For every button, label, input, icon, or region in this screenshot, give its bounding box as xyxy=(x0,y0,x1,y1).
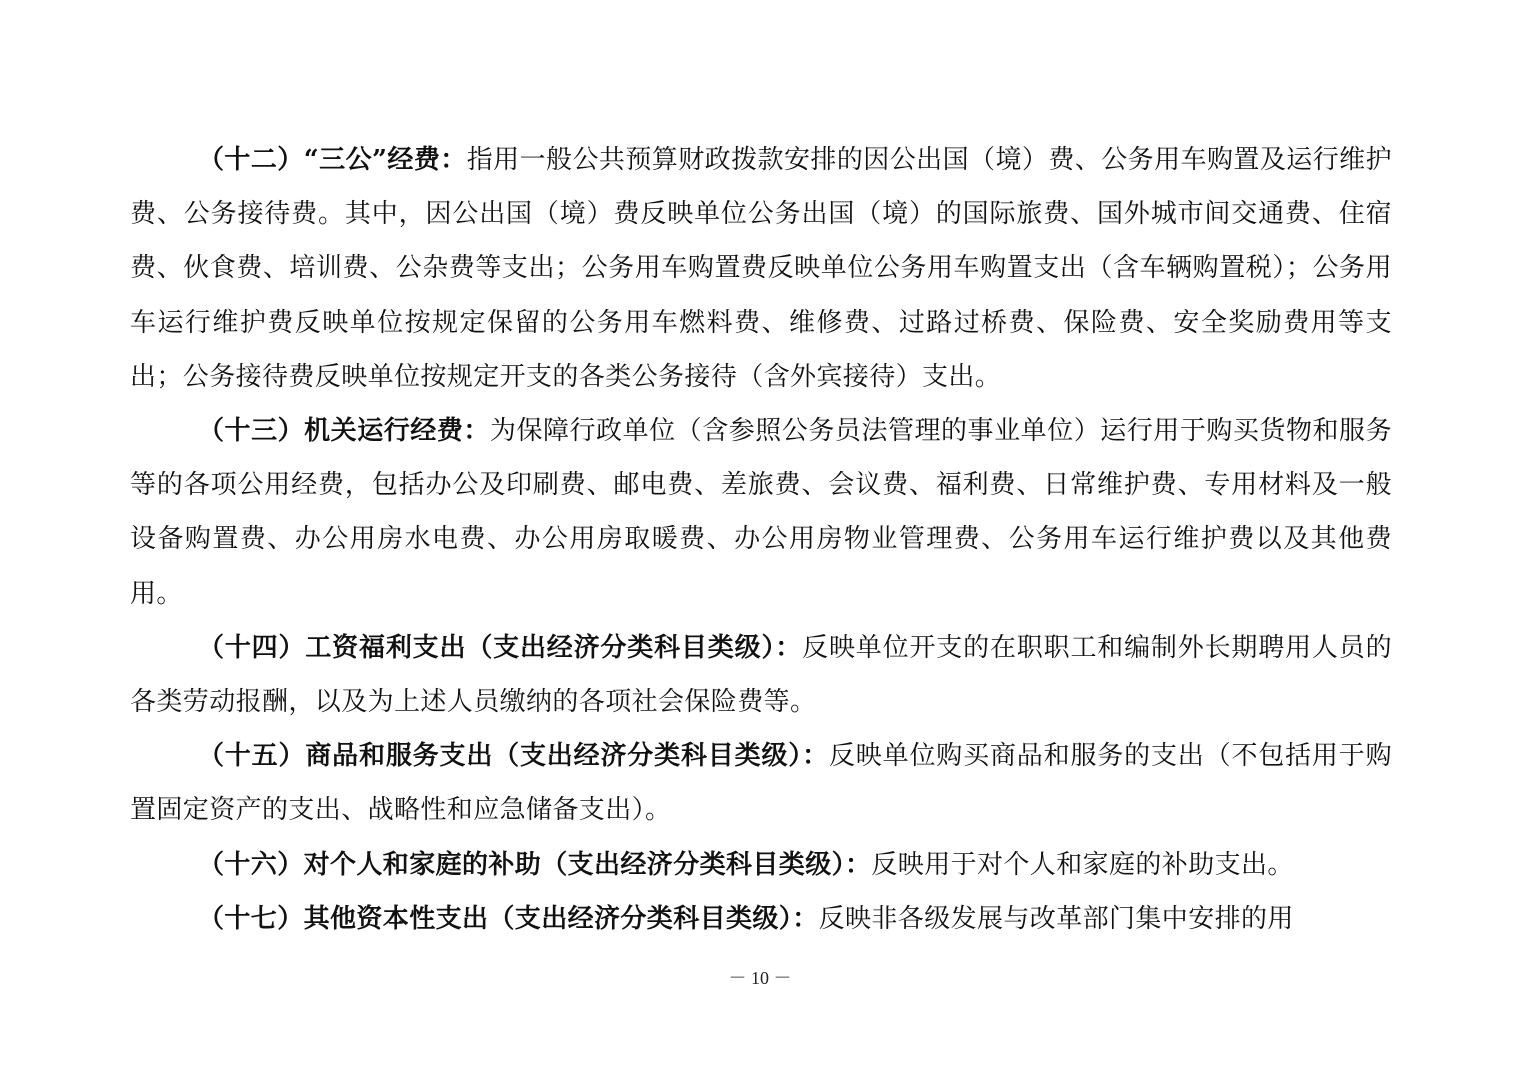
paragraph-household-subsidies xyxy=(130,838,1392,892)
term-definition: 反映单位开支的在职职工和编制外长期聘用人员的各类劳动报酬，以及为上述人员缴纳的各项社会保险费等。 xyxy=(130,632,1392,718)
term-definition: 反映非各级发展与改革部门集中安排的用 xyxy=(818,903,1294,934)
term-heading: （十三）机关运行经费： xyxy=(198,416,490,447)
term-definition: 反映单位购买商品和服务的支出（不包括用于购置固定资产的支出、战略性和应急储备支出）。 xyxy=(130,741,1392,826)
term-heading: （十七）其他资本性支出（支出经济分类科目类级）： xyxy=(198,903,819,934)
term-definition: 为保障行政单位（含参照公务员法管理的事业单位）运行用于购买货物和服务等的各项公用经费，包括办公及印刷费、邮电费、差旅费、会议费、福利费、日常维护费、专用材料及一般设备购置费、办公用房水电费、办公用房取暖费、办公用房物业管理费、公务用车运行维护费以及其他费用。 xyxy=(130,416,1392,609)
term-definition: 反映用于对个人和家庭的补助支出。 xyxy=(871,849,1294,880)
document-body xyxy=(130,133,1392,946)
term-heading: （十四）工资福利支出（支出经济分类科目类级）： xyxy=(198,632,803,663)
term-heading: （十五）商品和服务支出（支出经济分类科目类级）： xyxy=(198,741,829,772)
paragraph-agency-operating-expenses xyxy=(130,404,1392,621)
paragraph-goods-services-expenditure xyxy=(130,729,1392,837)
paragraph-three-public-expenses xyxy=(130,133,1392,404)
page-number: － 10 － xyxy=(728,968,792,988)
term-heading: （十六）对个人和家庭的补助（支出经济分类科目类级）： xyxy=(198,849,872,880)
paragraph-salary-welfare-expenditure xyxy=(130,621,1392,729)
term-definition: 指用一般公共预算财政拨款安排的因公出国（境）费、公务用车购置及运行维护费、公务接待费。其中，因公出国（境）费反映单位公务出国（境）的国际旅费、国外城市间交通费、住宿费、伙食费、培训费、公杂费等支出；公务用车购置费反映单位公务用车购置支出（含车辆购置税）；公务用车运行维护费反映单位按规定保留的公务用车燃料费、维修费、过路过桥费、保险费、安全奖励费用等支出；公务接待费反映单位按规定开支的各类公务接待（含外宾接待）支出。 xyxy=(130,145,1392,392)
paragraph-other-capital-expenditure xyxy=(130,892,1392,946)
term-heading: （十二）“三公”经费： xyxy=(198,145,467,175)
